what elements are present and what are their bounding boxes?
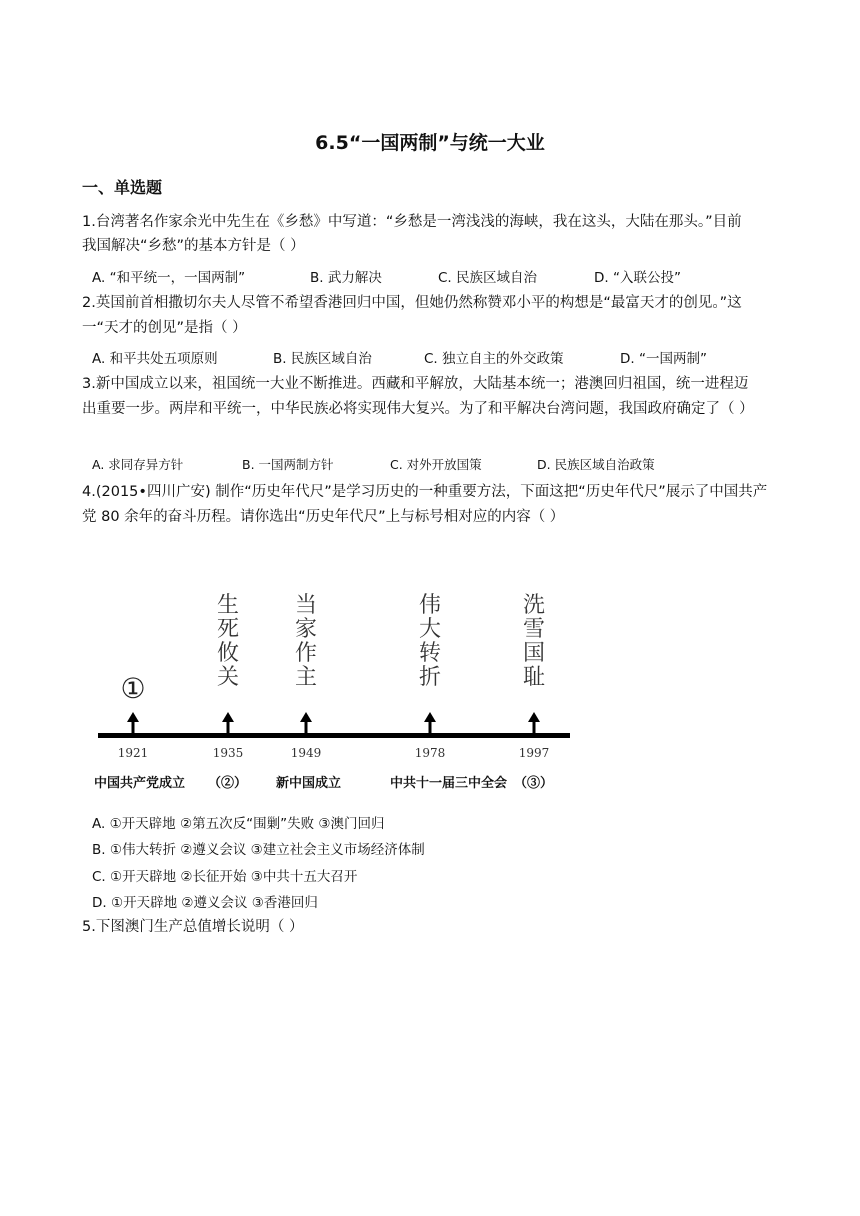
section-heading: 一、单选题 xyxy=(82,178,163,197)
q2-option-a[interactable]: A. 和平共处五项原则 xyxy=(92,351,218,367)
vertical-label-char: 转 xyxy=(418,641,442,666)
vertical-label-char: 主 xyxy=(294,665,318,690)
question-3-line-2: 出重要一步。两岸和平统一，中华民族必将实现伟大复兴。为了和平解决台湾问题，我国政府确定了（ ） xyxy=(82,401,754,417)
history-timeline-figure xyxy=(90,588,590,798)
arrow-1949 xyxy=(300,712,312,733)
arrow-1997 xyxy=(528,712,540,733)
vertical-label-char: 折 xyxy=(418,665,442,690)
question-5-line-1: 5.下图澳门生产总值增长说明（ ） xyxy=(82,919,304,935)
q4-option-c[interactable]: C. ①开天辟地 ②长征开始 ③中共十五大召开 xyxy=(92,869,358,885)
q1-option-d[interactable]: D. “入联公投” xyxy=(594,270,681,286)
arrow-1935 xyxy=(222,712,234,733)
q3-option-b[interactable]: B. 一国两制方针 xyxy=(242,457,334,472)
q3-option-d[interactable]: D. 民族区域自治政策 xyxy=(537,457,655,472)
event-third-plenum: 中共十一届三中全会 xyxy=(390,776,508,791)
question-3-line-1: 3.新中国成立以来，祖国统一大业不断推进。西藏和平解放，大陆基本统一；港澳回归祖国，统一进程迈 xyxy=(82,376,749,392)
q4-option-b[interactable]: B. ①伟大转折 ②遵义会议 ③建立社会主义市场经济体制 xyxy=(92,842,425,858)
q1-option-c[interactable]: C. 民族区域自治 xyxy=(438,270,538,286)
arrow-1978 xyxy=(424,712,436,733)
question-2-line-2: 一“天才的创见”是指（ ） xyxy=(82,320,247,336)
vertical-label-char: 雪 xyxy=(522,617,546,642)
vertical-label-char: 伟 xyxy=(418,593,442,618)
year-1949: 1949 xyxy=(290,746,322,760)
timeline-marker-1: ① xyxy=(120,672,146,705)
year-1921: 1921 xyxy=(117,746,149,760)
vertical-label-char: 作 xyxy=(294,641,318,666)
page-title: 6.5“一国两制”与统一大业 xyxy=(315,132,545,154)
timeline-top-label-1935 xyxy=(217,593,239,690)
q2-option-c[interactable]: C. 独立自主的外交政策 xyxy=(424,351,564,367)
timeline-top-label-1949 xyxy=(295,593,317,690)
year-1997: 1997 xyxy=(518,746,550,760)
vertical-label-char: 死 xyxy=(216,617,240,642)
vertical-label-char: 国 xyxy=(522,641,546,666)
question-1-line-2: 我国解决“乡愁”的基本方针是（ ） xyxy=(82,238,305,254)
event-blank-3: （③） xyxy=(514,776,554,791)
question-1-line-1: 1.台湾著名作家余光中先生在《乡愁》中写道：“乡愁是一湾浅浅的海峡，我在这头，大陆在那头。”目前 xyxy=(82,214,742,230)
event-blank-2: （②） xyxy=(208,776,248,791)
timeline-top-label-1978 xyxy=(419,593,441,690)
question-2-line-1: 2.英国前首相撒切尔夫人尽管不希望香港回归中国，但她仍然称赞邓小平的构想是“最富天才的创见。”这 xyxy=(82,295,742,311)
vertical-label-char: 生 xyxy=(216,593,240,618)
event-prc-founded: 新中国成立 xyxy=(276,776,342,791)
vertical-label-char: 洗 xyxy=(522,593,546,618)
vertical-label-char: 耻 xyxy=(522,665,546,690)
year-1935: 1935 xyxy=(212,746,244,760)
timeline-bar xyxy=(98,733,570,738)
vertical-label-char: 当 xyxy=(294,593,318,618)
q2-option-b[interactable]: B. 民族区域自治 xyxy=(273,351,372,367)
vertical-label-char: 关 xyxy=(216,665,240,690)
q4-option-a[interactable]: A. ①开天辟地 ②第五次反“围剿”失败 ③澳门回归 xyxy=(92,816,385,832)
event-cpc-founded: 中国共产党成立 xyxy=(94,776,186,791)
vertical-label-char: 家 xyxy=(294,617,318,642)
question-4-line-2: 党 80 余年的奋斗历程。请你选出“历史年代尺”上与标号相对应的内容（ ） xyxy=(82,509,565,525)
q1-option-b[interactable]: B. 武力解决 xyxy=(310,270,382,286)
vertical-label-char: 大 xyxy=(418,617,442,642)
vertical-label-char: 攸 xyxy=(216,641,240,666)
timeline-top-label-1997 xyxy=(523,593,545,690)
arrow-1921 xyxy=(127,712,139,733)
q3-option-a[interactable]: A. 求同存异方针 xyxy=(92,457,184,472)
year-1978: 1978 xyxy=(414,746,446,760)
q4-option-d[interactable]: D. ①开天辟地 ②遵义会议 ③香港回归 xyxy=(92,895,318,911)
q2-option-d[interactable]: D. “一国两制” xyxy=(620,351,707,367)
q3-option-c[interactable]: C. 对外开放国策 xyxy=(390,457,482,472)
q1-option-a[interactable]: A. “和平统一，一国两制” xyxy=(92,270,246,286)
question-4-line-1: 4.(2015•四川广安) 制作“历史年代尺”是学习历史的一种重要方法，下面这把“历史年代尺”展示了中国共产 xyxy=(82,484,768,500)
